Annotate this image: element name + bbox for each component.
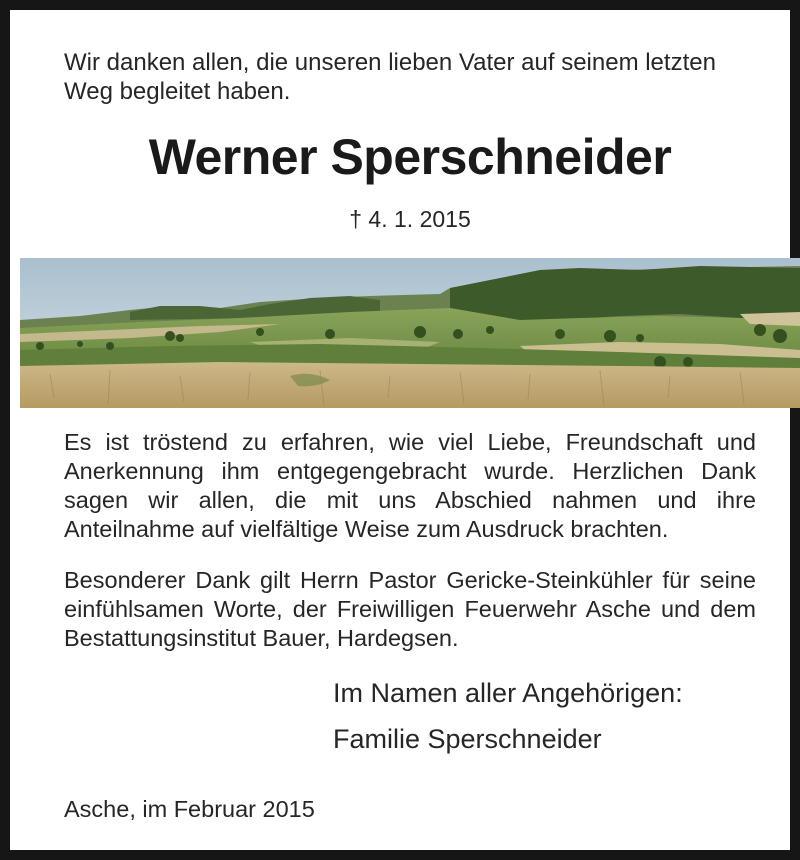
special-thanks-paragraph: Besonderer Dank gilt Herrn Pastor Gericke-Steinkühler für seine einfühlsamen Worte, der Freiwilligen Feuerwehr Asche und dem Bestattungsinstitut Bauer, Hardegsen. xyxy=(64,567,756,651)
intro-text: Wir danken allen, die unseren lieben Vater auf seinem letzten Weg begleitet haben. xyxy=(64,49,716,105)
landscape-photo xyxy=(20,258,800,408)
deceased-name: Werner Sperschneider xyxy=(148,129,672,185)
signature-line-1: Im Namen aller Angehörigen: xyxy=(333,678,683,708)
gratitude-paragraph: Es ist tröstend zu erfahren, wie viel Liebe, Freundschaft und Anerkennung ihm entgegengebracht wurde. Herzlichen Dank sagen wir allen, die mit uns Abschied nahmen und ihre Anteilnahme auf vielfältige Weise zum Ausdruck brachten. xyxy=(64,429,756,542)
signature-line-2: Familie Sperschneider xyxy=(333,724,602,754)
death-date: † 4. 1. 2015 xyxy=(349,206,471,232)
place-and-date: Asche, im Februar 2015 xyxy=(64,796,315,822)
